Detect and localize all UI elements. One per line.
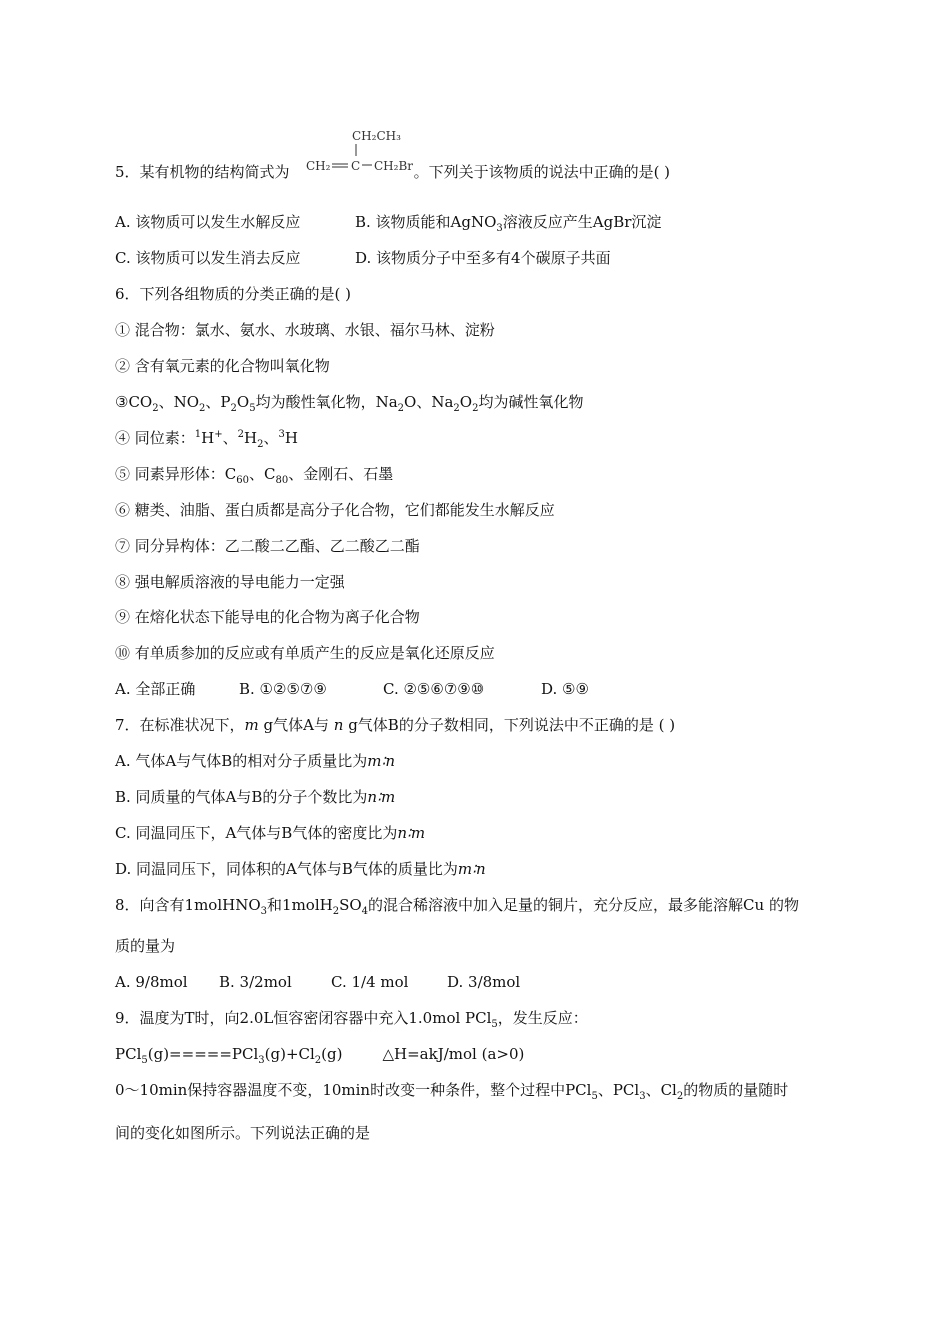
- q8-option-b: B. 3/2mol: [219, 973, 292, 991]
- q8-option-a: A. 9/8mol: [115, 973, 188, 991]
- q8-options: [115, 972, 520, 992]
- q6-stem: 6．下列各组物质的分类正确的是( ): [115, 285, 352, 303]
- q7-option-c: C. 同温同压下，A气体与B气体的密度比为n∶m: [115, 824, 426, 842]
- q6-statement-10: ⑩ 有单质参加的反应或有单质产生的反应是氧化还原反应: [115, 644, 495, 662]
- q7-option-d: D. 同温同压下，同体积的A气体与B气体的质量比为m∶n: [115, 860, 486, 878]
- q9-stem-line3: 0～10min保持容器温度不变，10min时改变一种条件，整个过程中PCl$_5$、PCl$_3$、$Cl_2$的物质的量随时: [115, 1081, 789, 1102]
- q9-enthalpy: △H=akJ/mol (a>0): [382, 1045, 525, 1063]
- q7-option-b: B. 同质量的气体A与B的分子个数比为n∶m: [115, 788, 396, 806]
- q5-option-c: C. 该物质可以发生消去反应: [115, 249, 301, 267]
- q6-statement-8: ⑧ 强电解质溶液的导电能力一定强: [115, 573, 345, 591]
- q7-stem: 7．在标准状况下，m g气体A与 n g气体B的分子数相同，下列说法中不正确的是 ( ): [115, 716, 676, 734]
- q7-option-a: A. 气体A与气体B的相对分子质量比为m∶n: [115, 752, 396, 770]
- q5-stem-after: 。下列关于该物质的说法中正确的是( ): [413, 163, 671, 181]
- struct-right-group: CH₂Br: [374, 159, 414, 173]
- q8-option-d: D. 3/8mol: [447, 973, 521, 991]
- struct-center-carbon: C: [351, 159, 361, 173]
- q9-equation: $PCl_5(g)=====PCl_3(g)+Cl_2(g)$ △H=akJ/mol (a>0): [115, 1045, 525, 1066]
- q6-statement-2: ② 含有氧元素的化合物叫氧化物: [115, 357, 330, 375]
- q6-option-b: B. ①②⑤⑦⑨: [239, 680, 327, 698]
- struct-top-group: CH₂CH₃: [352, 129, 401, 143]
- q8-stem-line1: 8．向含有1molHNO$_3$和$1molH_2SO_4$的混合稀溶液中加入足量的铜片，充分反应，最多能溶解Cu 的物: [115, 896, 799, 917]
- struct-left-group: CH₂: [306, 159, 331, 173]
- q6-option-c: C. ②⑤⑥⑦⑨⑩: [383, 680, 485, 698]
- q6-statement-3: $③CO_2$、$NO_2$、$P_2O_5$均为酸性氧化物，$Na_2O$、$Na_2O_2$均为碱性氧化物: [115, 393, 584, 414]
- q6-statement-5: ⑤ 同素异形体：$C_{60}$、$C_{80}$、金刚石、石墨: [115, 465, 394, 486]
- q6-option-d: D. ⑤⑨: [541, 680, 589, 698]
- q6-statement-6: ⑥ 糖类、油脂、蛋白质都是高分子化合物，它们都能发生水解反应: [115, 501, 555, 519]
- q9-stem-line1: 9．温度为T时，向2.0L恒容密闭容器中充入1.0mol PCl$_5$，发生反应：: [115, 1009, 588, 1030]
- q5-stem: [115, 162, 670, 182]
- q5-number: 5．: [115, 163, 140, 181]
- q6-option-a: A. 全部正确: [115, 680, 196, 698]
- q9-stem-line4: 间的变化如图所示。下列说法正确的是: [115, 1124, 371, 1142]
- q5-option-a: A. 该物质可以发生水解反应: [115, 213, 301, 231]
- q5-option-d: D. 该物质分子中至多有4个碳原子共面: [355, 249, 611, 267]
- q6-options: [115, 679, 589, 699]
- q5-stem-before: 某有机物的结构简式为: [139, 163, 290, 181]
- q8-option-c: C. 1/4 mol: [331, 973, 409, 991]
- q5-option-b: B. 该物质能和AgNO$_3$溶液反应产生AgBr沉淀: [355, 213, 662, 234]
- q6-statement-4: ④ 同位素：$^1$H+、$^2H_2$、$^3$H: [115, 429, 298, 450]
- q5-options-row2: [115, 248, 611, 268]
- q6-statement-7: ⑦ 同分异构体：乙二酸二乙酯、乙二酸乙二酯: [115, 537, 420, 555]
- q8-stem-line2: 质的量为: [115, 937, 176, 955]
- q5-options-row1: [115, 212, 661, 232]
- q6-statement-9: ⑨ 在熔化状态下能导电的化合物为离子化合物: [115, 608, 420, 626]
- q6-statement-1: ① 混合物：氯水、氨水、水玻璃、水银、福尔马林、淀粉: [115, 321, 495, 339]
